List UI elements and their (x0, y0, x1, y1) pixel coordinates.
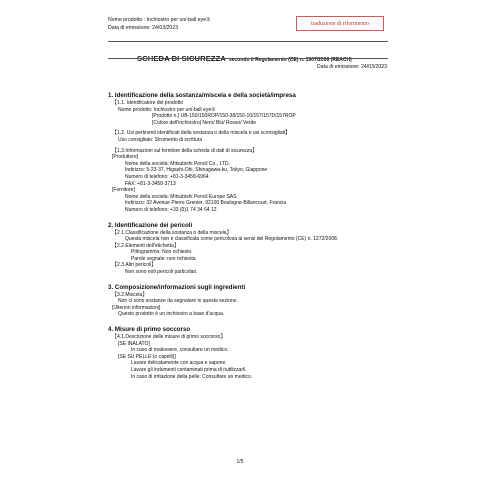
section-line: 【2.1.Classificazione della sostanza o della miscela】 (112, 229, 232, 236)
section-line: Nome della società: Mitsubishi Pencil Europe SAS (125, 193, 237, 200)
section-line: [Colore dell'inchiostro] Nero/ Blu/ Rosso/ Verde (152, 119, 257, 126)
section-line: Indirizzo: 5-23-37, Higashi-Ohi, Shinagawa-ku, Tokyo, Giappone (125, 167, 268, 174)
section-heading: 1. Identificazione della sostanza/miscela e della società/impresa (108, 92, 296, 99)
issue-date-right: Data di emissione: 24/03/2023 (316, 64, 387, 70)
section-line: Uso consigliato: Strumento di scrittura (118, 136, 203, 143)
title-main: SCHEDA DI SICUREZZA (137, 54, 226, 63)
title-regulation: secondo il Regolamento (CE) n. 1907/2006 (REACH) (228, 57, 352, 63)
section-line: [Prodotto n.] UB-150/150ROP/150-38/150-10/157/157D/157ROP (152, 113, 296, 120)
page-number: 1/5 (236, 459, 244, 465)
translation-stamp: traduzione di riferimento (296, 16, 384, 31)
section-line: 【3.2.Miscela】 (112, 291, 148, 298)
section-line: Questa miscela non è classificata come pericolosa ai sensi del Regolamento (CE) n. 1272/2008. (125, 236, 339, 243)
section-line: [SE INALATO] (118, 340, 150, 347)
section-line: Nome prodotto: Inchiostro per uni-ball eye② (118, 106, 216, 113)
section-line: [Ulteriori informazioni] (112, 304, 161, 311)
section-line: Non sono noti pericoli particolari. (125, 269, 198, 276)
section-line: Numero di telefono: +81-3-3458-6964 (125, 173, 209, 180)
section-line: Lavare delicatamente con acqua e sapone. (131, 360, 227, 367)
header-issue-date: Data di emissione: 24/03/2023 (108, 25, 179, 31)
title-divider (108, 58, 388, 59)
section-heading: 3. Composizione/informazioni sugli ingredienti (108, 283, 246, 291)
section-line: Numero di telefono: +33 (0)1 74 34 64 12 (125, 206, 217, 213)
header-divider (108, 41, 388, 42)
section-heading: 2. Identificazione dei pericoli (108, 221, 193, 229)
section-line: 【1.1. Identificatore del prodotto (112, 100, 184, 106)
section-line: 【4.1.Descrizione delle misure di primo soccorso】 (112, 334, 226, 341)
section-line: Parole segnale: non richiesta. (131, 255, 197, 262)
section-line: In caso di malessere, consultare un medico. (131, 347, 229, 354)
section-line: 【2.3.Altri pericoli】 (112, 262, 157, 269)
section-line: Questo prodotto è un inchiostro a base d'acqua. (118, 311, 225, 318)
section-line: Nome della società: Mitsubishi Pencil Co., LTD. (125, 160, 230, 167)
section-line: FAX: +81-3-3458-3713 (125, 180, 176, 187)
section-line: 【1.2. Usi pertinenti identificati della sostanza o della miscela e usi sconsigliati】 (112, 130, 291, 137)
section-line: [SE SU PELLE (o capelli)] (118, 353, 176, 360)
section-line: 【1.3.Informazioni sul fornitore della scheda di dati di sicurezza】 (112, 147, 258, 154)
section-line: In caso di irritazione della pelle: Consultare un medico. (131, 373, 253, 380)
section-line: Indirizzo: 32 Avenue Pierre Grenier, 92100 Boulogne-Billancourt, Francia (125, 200, 287, 207)
section-line: [Fornitore] (112, 187, 135, 194)
header-product: Nome prodotto : Inchiostro per uni-ball eye② (108, 17, 211, 23)
section-line: Pittogramma: Non richiesto. (131, 249, 193, 256)
section-line: Non ci sono sostanze da segnalare in questa sezione. (118, 298, 238, 305)
sds-content (108, 92, 398, 380)
section-heading: 4. Misure di primo soccorso (108, 326, 191, 334)
section-line: [Produttore] (112, 154, 139, 161)
section-line: 【2.2.Elementi dell'etichetta】 (112, 242, 179, 249)
section-line: Lavare gli indumenti contaminati prima di riutilizzarli. (131, 367, 247, 373)
